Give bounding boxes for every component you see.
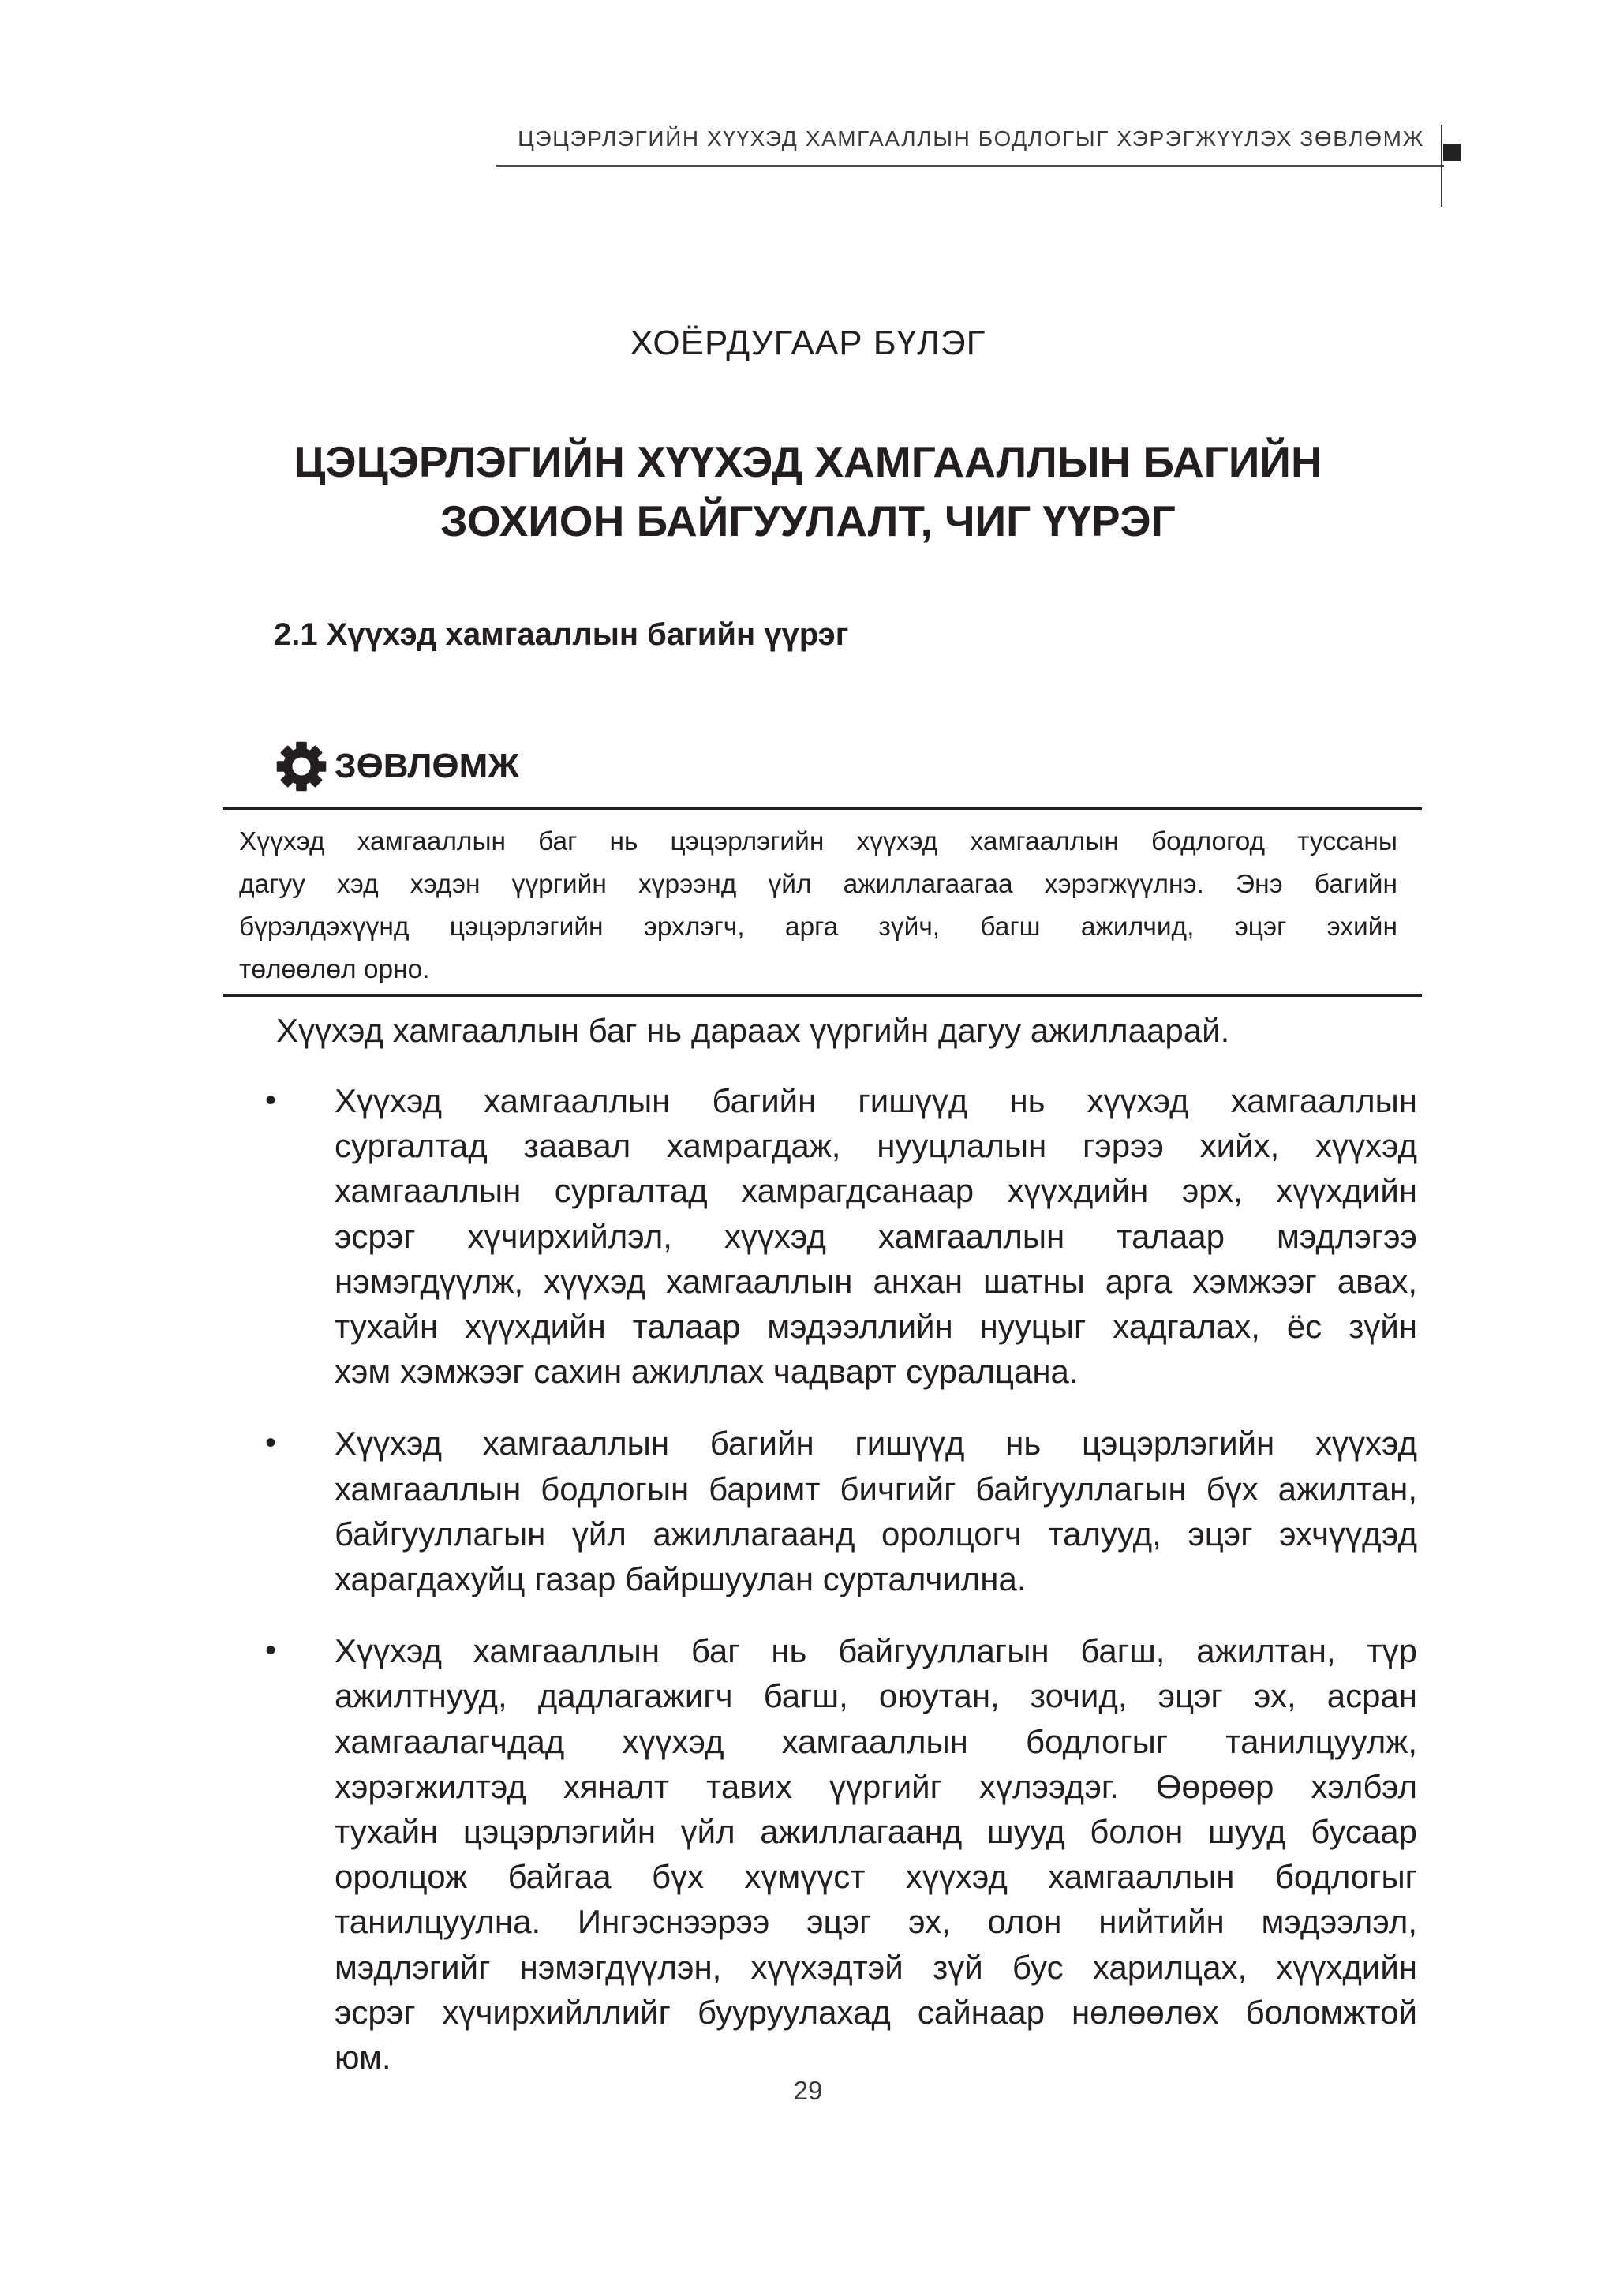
list-item-line: Хүүхэд хамгааллын багийн гишүүд нь хүүхэд хамгааллын xyxy=(335,1082,1417,1119)
running-header: ЦЭЦЭРЛЭГИЙН ХҮҮХЭД ХАМГААЛЛЫН БОДЛОГЫГ ХЭРЭГЖҮҮЛЭХ ЗӨВЛӨМЖ xyxy=(518,126,1424,151)
bullet-marker: • xyxy=(265,1425,277,1461)
advice-text-line: төлөөлөл орно. xyxy=(239,955,430,984)
bullet-marker: • xyxy=(265,1083,277,1118)
list-item-line: Хүүхэд хамгааллын баг нь байгууллагын багш, ажилтан, түр xyxy=(335,1632,1417,1670)
list-item xyxy=(265,1421,1417,1601)
gear-icon xyxy=(275,740,328,793)
chapter-title-line: ЗОХИОН БАЙГУУЛАЛТ, ЧИГ ҮҮРЭГ xyxy=(440,496,1176,545)
chapter-title xyxy=(237,433,1379,551)
advice-label: ЗӨВЛӨМЖ xyxy=(335,747,519,785)
list-item-line: эсрэг хүчирхийллийг бууруулахад сайнаар нөлөөлөх боломжтой xyxy=(335,1993,1417,2031)
list-item-line: оролцож байгаа бүх хүмүүст хүүхэд хамгааллын бодлогыг xyxy=(335,1858,1417,1896)
advice-box xyxy=(239,821,1397,991)
list-item-line: хамгаалагчдад хүүхэд хамгааллын бодлогыг танилцуулж, xyxy=(335,1722,1417,1760)
intro-paragraph: Хүүхэд хамгааллын баг нь дараах үүргийн дагуу ажиллаарай. xyxy=(276,1012,1230,1049)
header-rule xyxy=(496,165,1444,167)
header-corner-line xyxy=(1441,125,1442,207)
list-item-line: хэм хэмжээг сахин ажиллах чадварт суралцана. xyxy=(335,1353,1079,1391)
chapter-title-line: ЦЭЦЭРЛЭГИЙН ХҮҮХЭД ХАМГААЛЛЫН БАГИЙН xyxy=(294,437,1322,486)
list-item-line: тухайн хүүхдийн талаар мэдээллийн нууцыг хадгалах, ёс зүйн xyxy=(335,1308,1417,1346)
list-item-line: байгууллагын үйл ажиллагаанд оролцогч талууд, эцэг эхчүүдэд xyxy=(335,1515,1417,1553)
advice-box-top-rule xyxy=(223,807,1422,810)
page-number: 29 xyxy=(793,2076,823,2105)
advice-text-line: дагуу хэд хэдэн үүргийн хүрээнд үйл ажиллагаагаа хэрэгжүүлнэ. Энэ багийн xyxy=(239,870,1397,899)
list-item-line: хамгааллын бодлогын баримт бичгийг байгууллагын бүх ажилтан, xyxy=(335,1470,1417,1508)
list-item-line: эсрэг хүчирхийлэл, хүүхэд хамгааллын талаар мэдлэгээ xyxy=(335,1217,1417,1255)
section-heading: 2.1 Хүүхэд хамгааллын багийн үүрэг xyxy=(274,617,849,652)
list-item-line: мэдлэгийг нэмэгдүүлэн, хүүхэдтэй зүй бус харилцах, хүүхдийн xyxy=(335,1948,1417,1986)
list-item-line: Хүүхэд хамгааллын багийн гишүүд нь цэцэрлэгийн хүүхэд xyxy=(335,1425,1417,1463)
advice-heading xyxy=(275,739,519,794)
list-item-line: сургалтад заавал хамрагдаж, нууцлалын гэрээ хийх, хүүхэд xyxy=(335,1127,1417,1165)
list-item xyxy=(265,1078,1417,1394)
advice-text-line: бүрэлдэхүүнд цэцэрлэгийн эрхлэгч, арга зүйч, багш ажилчид, эцэг эхийн xyxy=(239,912,1397,942)
list-item-line: ажилтнууд, дадлагажигч багш, оюутан, зочид, эцэг эх, асран xyxy=(335,1677,1417,1715)
chapter-label: ХОЁРДУГААР БҮЛЭГ xyxy=(630,324,986,362)
advice-text-line: Хүүхэд хамгааллын баг нь цэцэрлэгийн хүүхэд хамгааллын бодлогод туссаны xyxy=(239,827,1397,856)
list-item-line: нэмэгдүүлж, хүүхэд хамгааллын анхан шатны арга хэмжээг авах, xyxy=(335,1262,1417,1300)
header-corner-square xyxy=(1443,144,1461,161)
advice-box-bottom-rule xyxy=(223,994,1422,997)
list-item-line: харагдахуйц газар байршуулан сурталчилна. xyxy=(335,1560,1027,1598)
list-item-line: хамгааллын сургалтад хамрагдсанаар хүүхдийн эрх, хүүхдийн xyxy=(335,1172,1417,1210)
duties-list xyxy=(265,1078,1417,2107)
list-item xyxy=(265,1628,1417,2080)
bullet-marker: • xyxy=(265,1633,277,1669)
list-item-line: тухайн цэцэрлэгийн үйл ажиллагаанд шууд болон шууд бусаар xyxy=(335,1813,1417,1851)
list-item-line: хэрэгжилтэд хяналт тавих үүргийг хүлээдэг. Өөрөөр хэлбэл xyxy=(335,1767,1417,1805)
list-item-line: юм. xyxy=(335,2039,391,2077)
list-item-line: танилцуулна. Ингэснээрээ эцэг эх, олон нийтийн мэдээлэл, xyxy=(335,1903,1417,1941)
